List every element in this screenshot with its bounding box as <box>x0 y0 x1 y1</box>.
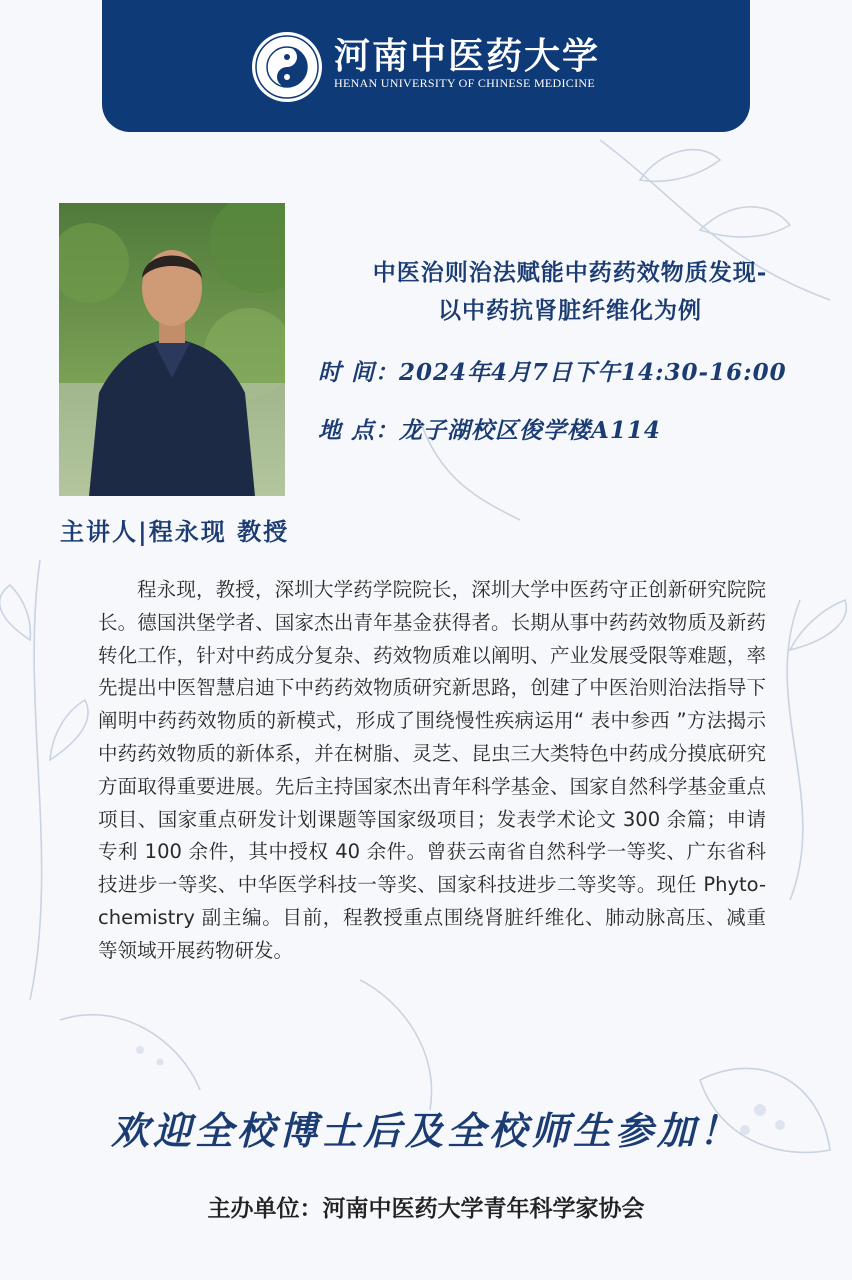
welcome-banner: 欢迎全校博士后及全校师生参加！ <box>110 1108 741 1153</box>
speaker-photo <box>59 203 285 496</box>
lecture-location: 地 点：龙子湖校区俊学楼A114 <box>318 417 661 444</box>
university-seal-icon <box>250 30 324 104</box>
speaker-bio: 程永现，教授，深圳大学药学院院长，深圳大学中医药守正创新研究院院长。德国洪堡学者、国家杰出青年基金获得者。长期从事中药药效物质及新药转化工作，针对中药成分复杂、药效物质难以阐明、产业发展受限等难题，率先提出中医智慧启迪下中药药效物质研究新思路，创建了中医治则治法指导下阐明中药药效物质的新模式，形成了围绕慢性疾病运用“ 表中参西 ”方法揭示中药药效物质的新体系，并在树脂、灵芝、昆虫三大类特色中药成分摸底研究方面取得重要进展。先后主持国家杰出青年科学基金、国家自然科学基金重点项目、国家重点研发计划课题等国家级项目；发表学术论文 300 余篇；申请专利 100 余件，其中授权 40 余件。曾获云南省自然科学一等奖、广东省科技进步一等奖、中华医学科技一等奖、国家科技进步二等奖等。现任 Phyto- chemistry 副主编。目前，程教授重点围绕肾脏纤维化、肺动脉高压、减重等领域开展药物研发。 <box>98 578 766 962</box>
lecture-title-line1: 中医治则治法赋能中药药效物质发现- <box>372 259 768 286</box>
university-name-cn: 河南中医药大学 <box>334 35 601 77</box>
lecture-time: 时 间：2024年4月7日下午14:30-16:00 <box>318 359 787 386</box>
organizer-line: 主办单位：河南中医药大学青年科学家协会 <box>207 1196 645 1222</box>
header-banner <box>102 0 750 132</box>
lecture-title-line2: 以中药抗肾脏纤维化为例 <box>438 297 702 324</box>
lecture-title <box>300 254 840 330</box>
university-name-en: HENAN UNIVERSITY OF CHINESE MEDICINE <box>334 76 596 90</box>
speaker-heading: 主讲人|程永现 教授 <box>60 517 290 546</box>
